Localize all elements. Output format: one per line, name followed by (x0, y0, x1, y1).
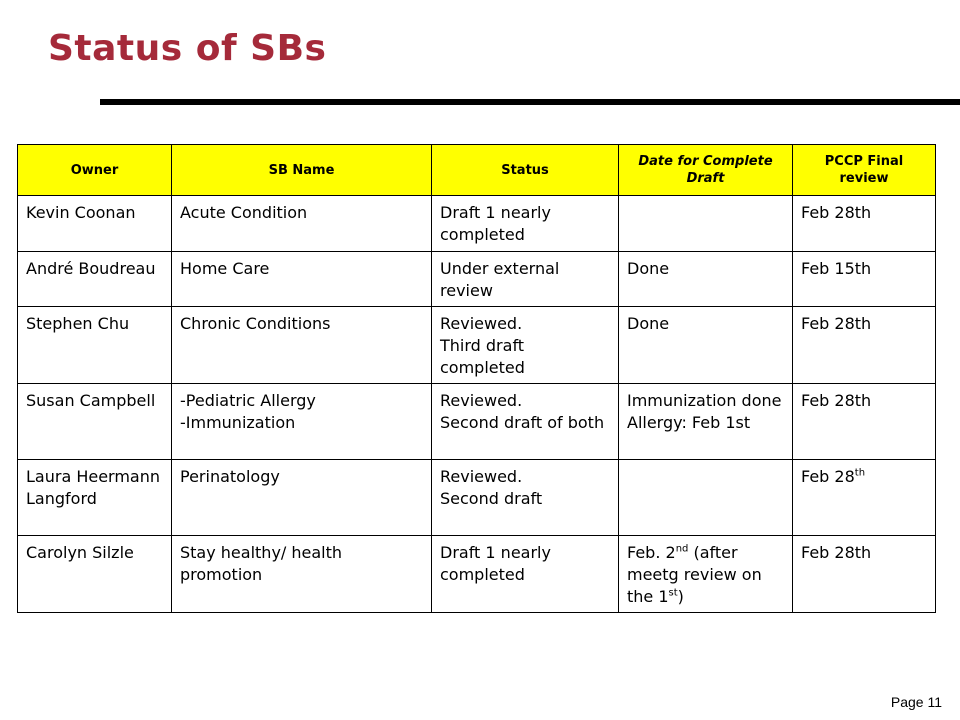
cell-date-for-complete-draft (619, 384, 793, 460)
page-title: Status of SBs (48, 28, 327, 69)
cell-date-for-complete-draft (619, 460, 793, 536)
table-row (18, 252, 936, 307)
cell-date-end: ) (677, 587, 684, 606)
cell-sb-name: Home Care (172, 252, 432, 307)
cell-status: Draft 1 nearly completed (432, 196, 619, 252)
cell-owner: Stephen Chu (18, 307, 172, 384)
table-header-row (18, 145, 936, 196)
cell-sb-name (172, 384, 432, 460)
column-header-pccp-final-review: PCCP Final review (793, 145, 936, 196)
cell-sb-name: Acute Condition (172, 196, 432, 252)
cell-date-line-1: Immunization done (627, 391, 782, 410)
cell-status (432, 460, 619, 536)
cell-pccp-final-review: Feb 15th (793, 252, 936, 307)
table-row (18, 307, 936, 384)
cell-date-for-complete-draft: Done (619, 307, 793, 384)
cell-status-line-2: Second draft (440, 489, 543, 508)
column-header-status: Status (432, 145, 619, 196)
cell-pccp-main: Feb 28 (801, 467, 855, 486)
cell-sb-name: Stay healthy/ health promotion (172, 536, 432, 613)
cell-pccp-final-review: Feb 28th (793, 384, 936, 460)
cell-status: Draft 1 nearly completed (432, 536, 619, 613)
cell-date-sup-1: nd (675, 543, 689, 555)
table-row (18, 196, 936, 252)
cell-sb-name: Chronic Conditions (172, 307, 432, 384)
title-underline (100, 99, 960, 105)
cell-status (432, 307, 619, 384)
cell-owner: Susan Campbell (18, 384, 172, 460)
cell-status: Under external review (432, 252, 619, 307)
cell-status-line-1: Reviewed. (440, 467, 523, 486)
cell-owner: Kevin Coonan (18, 196, 172, 252)
cell-owner: Laura Heermann Langford (18, 460, 172, 536)
cell-pccp-final-review: Feb 28th (793, 307, 936, 384)
cell-sb-name-line-2: -Immunization (180, 413, 296, 432)
column-header-owner: Owner (18, 145, 172, 196)
column-header-date-for-complete-draft: Date for Complete Draft (619, 145, 793, 196)
cell-pccp-final-review: Feb 28th (793, 536, 936, 613)
cell-date-for-complete-draft (619, 196, 793, 252)
cell-date-main: Feb. 2 (627, 543, 676, 562)
column-header-sb-name: SB Name (172, 145, 432, 196)
cell-status-line-1: Reviewed. (440, 391, 523, 410)
cell-date-for-complete-draft: Done (619, 252, 793, 307)
status-table (17, 144, 936, 613)
cell-date-line-2: Allergy: Feb 1st (627, 413, 751, 432)
cell-date-for-complete-draft (619, 536, 793, 613)
cell-pccp-final-review (793, 460, 936, 536)
cell-sb-name: Perinatology (172, 460, 432, 536)
table-row (18, 460, 936, 536)
cell-status-line-2: Third draft completed (440, 336, 525, 377)
cell-status-line-1: Reviewed. (440, 314, 523, 333)
table-row (18, 384, 936, 460)
page-number: Page 11 (890, 694, 942, 710)
cell-status-line-2: Second draft of both (440, 413, 605, 432)
cell-date-sup-2: st (668, 587, 678, 599)
cell-pccp-sup: th (854, 467, 866, 479)
table-row (18, 536, 936, 613)
cell-owner: Carolyn Silzle (18, 536, 172, 613)
cell-sb-name-line-1: -Pediatric Allergy (180, 391, 316, 410)
cell-pccp-final-review: Feb 28th (793, 196, 936, 252)
cell-status (432, 384, 619, 460)
cell-owner: André Boudreau (18, 252, 172, 307)
cell-date-mid: (after meetg review on the 1 (627, 543, 762, 606)
